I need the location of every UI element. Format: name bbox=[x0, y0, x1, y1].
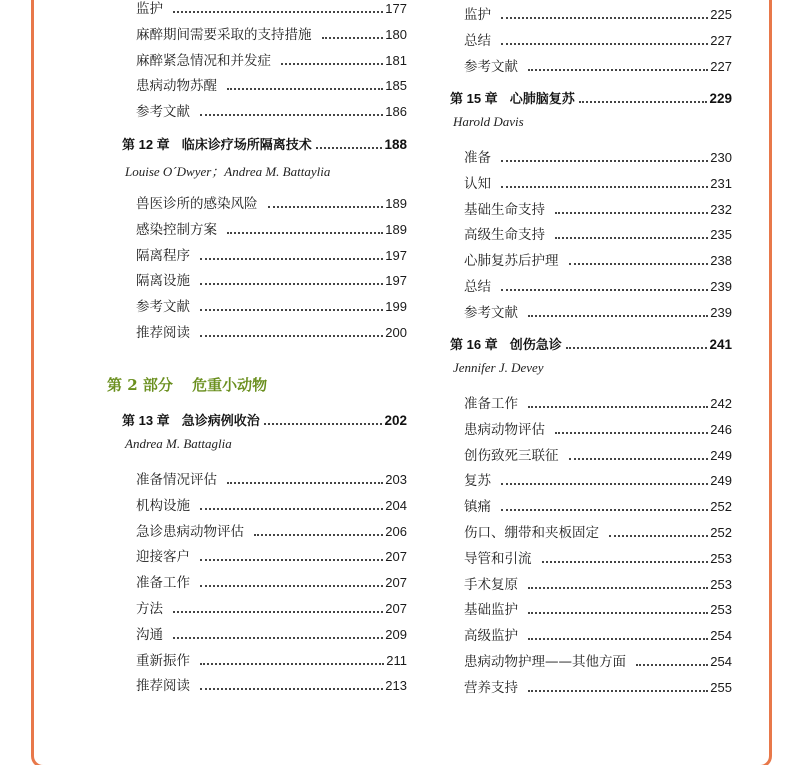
toc-entry-label: 营养支持 bbox=[464, 679, 518, 696]
toc-entry-label: 高级监护 bbox=[464, 628, 518, 645]
toc-entry[interactable] bbox=[136, 192, 407, 212]
toc-entry-page: 239 bbox=[710, 304, 732, 320]
toc-entry-label: 准备 bbox=[464, 150, 491, 166]
toc-entry[interactable] bbox=[464, 223, 732, 243]
chapter-13-heading[interactable] bbox=[122, 410, 407, 429]
chapter-12-heading[interactable] bbox=[122, 134, 407, 153]
toc-entry-label: 准备工作 bbox=[136, 575, 190, 592]
dot-leader bbox=[636, 664, 708, 666]
dot-leader bbox=[268, 206, 384, 208]
toc-entry-label: 总结 bbox=[464, 32, 491, 49]
toc-entry-page: 199 bbox=[385, 299, 407, 315]
chapter-page: 202 bbox=[384, 413, 407, 428]
toc-entry-label: 隔离程序 bbox=[136, 247, 190, 264]
dot-leader bbox=[542, 561, 709, 563]
toc-entry[interactable] bbox=[464, 547, 732, 567]
toc-entry-label: 机构设施 bbox=[136, 497, 190, 514]
toc-entry-page: 197 bbox=[385, 273, 407, 289]
toc-entry-page: 197 bbox=[385, 247, 407, 263]
toc-entry-label: 复苏 bbox=[464, 473, 491, 490]
chapter-author: Andrea M. Battaglia bbox=[125, 436, 232, 451]
toc-entry[interactable] bbox=[136, 545, 407, 565]
dot-leader bbox=[501, 17, 708, 19]
toc-entry[interactable] bbox=[136, 74, 407, 94]
toc-entry[interactable] bbox=[136, 0, 407, 17]
toc-entry-label: 参考文献 bbox=[136, 299, 190, 316]
dot-leader bbox=[555, 432, 708, 434]
toc-entry[interactable] bbox=[464, 392, 732, 412]
dot-leader bbox=[528, 612, 708, 614]
toc-entry[interactable] bbox=[464, 275, 732, 295]
toc-entry[interactable] bbox=[136, 295, 407, 315]
toc-entry-page: 254 bbox=[710, 628, 732, 644]
toc-entry-label: 创伤致死三联征 bbox=[464, 447, 559, 464]
dot-leader bbox=[528, 406, 708, 408]
toc-entry-page: 235 bbox=[710, 227, 732, 243]
dot-leader bbox=[569, 263, 709, 265]
chapter-author: Harold Davis bbox=[453, 114, 524, 129]
part-2-heading[interactable] bbox=[107, 374, 267, 395]
toc-entry-page: 180 bbox=[385, 26, 407, 42]
dot-leader bbox=[200, 258, 383, 260]
toc-entry[interactable] bbox=[136, 23, 407, 43]
dot-leader bbox=[173, 637, 383, 639]
toc-entry-label: 参考文献 bbox=[136, 104, 190, 121]
toc-entry[interactable] bbox=[136, 520, 407, 540]
toc-entry-label: 总结 bbox=[464, 279, 491, 295]
dot-leader bbox=[579, 101, 708, 103]
dot-leader bbox=[501, 160, 708, 162]
toc-entry[interactable] bbox=[464, 172, 732, 192]
toc-entry[interactable] bbox=[464, 676, 732, 696]
chapter-number: 第 12 章 bbox=[122, 137, 170, 152]
toc-entry[interactable] bbox=[136, 218, 407, 238]
dot-leader bbox=[501, 43, 708, 45]
toc-entry-label: 参考文献 bbox=[464, 58, 518, 75]
dot-leader bbox=[501, 289, 708, 291]
toc-entry-label: 急诊患病动物评估 bbox=[136, 523, 244, 540]
chapter-page: 241 bbox=[709, 337, 732, 352]
dot-leader bbox=[322, 37, 384, 39]
part-number: 第 2 部分 bbox=[107, 376, 173, 394]
part-title: 危重小动物 bbox=[192, 376, 268, 394]
toc-entry-page: 206 bbox=[385, 523, 407, 539]
toc-entry-label: 基础生命支持 bbox=[464, 201, 545, 218]
toc-entry[interactable] bbox=[136, 649, 407, 669]
toc-entry-label: 推荐阅读 bbox=[136, 678, 190, 695]
dot-leader bbox=[200, 559, 383, 561]
dot-leader bbox=[316, 147, 383, 149]
toc-entry-page: 211 bbox=[386, 652, 407, 668]
toc-entry[interactable] bbox=[464, 418, 732, 438]
chapter-author: Jennifer J. Devey bbox=[453, 360, 544, 375]
toc-entry-page: 227 bbox=[710, 58, 732, 74]
dot-leader bbox=[528, 587, 708, 589]
toc-entry[interactable] bbox=[136, 494, 407, 514]
toc-entry[interactable] bbox=[136, 597, 407, 617]
toc-entry-label: 感染控制方案 bbox=[136, 221, 217, 238]
toc-entry-page: 181 bbox=[385, 52, 407, 68]
toc-entry-page: 189 bbox=[385, 221, 407, 237]
toc-entry-label: 兽医诊所的感染风险 bbox=[136, 196, 258, 212]
toc-entry[interactable] bbox=[136, 321, 407, 341]
dot-leader bbox=[501, 509, 708, 511]
toc-entry[interactable] bbox=[464, 146, 732, 166]
dot-leader bbox=[200, 114, 383, 116]
toc-entry-label: 导管和引流 bbox=[464, 550, 532, 567]
dot-leader bbox=[566, 347, 708, 349]
dot-leader bbox=[200, 335, 383, 337]
toc-entry-page: 207 bbox=[385, 601, 407, 616]
toc-entry-page: 177 bbox=[385, 1, 407, 16]
toc-entry[interactable] bbox=[464, 198, 732, 218]
dot-leader bbox=[200, 283, 383, 285]
toc-entry-page: 238 bbox=[710, 253, 732, 269]
toc-entry-label: 心肺复苏后护理 bbox=[464, 253, 559, 270]
dot-leader bbox=[501, 483, 708, 485]
toc-entry-label: 患病动物评估 bbox=[464, 421, 545, 438]
toc-entry-page: 242 bbox=[710, 396, 732, 411]
toc-entry-label: 重新振作 bbox=[136, 652, 190, 669]
dot-leader bbox=[200, 309, 383, 311]
dot-leader bbox=[227, 88, 383, 90]
toc-entry[interactable] bbox=[464, 573, 732, 593]
dot-leader bbox=[200, 585, 383, 587]
chapter-title: 临床诊疗场所隔离技术 bbox=[181, 137, 312, 152]
dot-leader bbox=[254, 534, 383, 536]
toc-entry-label: 麻醉期间需要采取的支持措施 bbox=[136, 26, 312, 43]
toc-entry-label: 患病动物护理——其他方面 bbox=[464, 654, 626, 670]
toc-entry-label: 沟通 bbox=[136, 626, 163, 643]
dot-leader bbox=[200, 508, 383, 510]
toc-entry-label: 隔离设施 bbox=[136, 273, 190, 290]
toc-entry-page: 185 bbox=[385, 78, 407, 94]
toc-entry[interactable] bbox=[464, 521, 732, 541]
toc-entry[interactable] bbox=[464, 444, 732, 464]
toc-entry-label: 迎接客户 bbox=[136, 549, 190, 566]
toc-entry-page: 207 bbox=[385, 575, 407, 591]
dot-leader bbox=[173, 11, 383, 13]
toc-entry-label: 准备工作 bbox=[464, 396, 518, 412]
toc-entry-page: 207 bbox=[385, 549, 407, 565]
chapter-number: 第 13 章 bbox=[122, 413, 170, 428]
toc-entry[interactable] bbox=[136, 49, 407, 69]
toc-entry-page: 249 bbox=[710, 447, 732, 463]
toc-entry[interactable] bbox=[136, 244, 407, 264]
toc-entry[interactable] bbox=[464, 55, 732, 75]
chapter-15-heading[interactable] bbox=[450, 88, 732, 107]
chapter-number: 第 16 章 bbox=[450, 337, 498, 352]
toc-entry[interactable] bbox=[464, 29, 732, 49]
dot-leader bbox=[555, 237, 708, 239]
toc-entry-label: 伤口、绷带和夹板固定 bbox=[464, 525, 599, 541]
toc-entry[interactable] bbox=[136, 571, 407, 591]
toc-entry[interactable] bbox=[464, 495, 732, 515]
toc-entry-page: 246 bbox=[710, 421, 732, 437]
toc-entry[interactable] bbox=[464, 598, 732, 618]
toc-entry-page: 252 bbox=[710, 499, 732, 515]
toc-entry[interactable] bbox=[136, 623, 407, 643]
dot-leader bbox=[501, 186, 708, 188]
chapter-number: 第 15 章 bbox=[450, 91, 498, 106]
toc-entry-page: 200 bbox=[385, 325, 407, 340]
toc-entry-label: 患病动物苏醒 bbox=[136, 78, 217, 95]
toc-entry[interactable] bbox=[136, 269, 407, 289]
toc-entry-page: 239 bbox=[710, 279, 732, 294]
dot-leader bbox=[569, 458, 709, 460]
chapter-page: 188 bbox=[384, 137, 407, 152]
dot-leader bbox=[555, 212, 708, 214]
toc-entry[interactable] bbox=[464, 469, 732, 489]
toc-entry-page: 254 bbox=[710, 654, 732, 669]
toc-entry-page: 189 bbox=[385, 196, 407, 211]
dot-leader bbox=[227, 232, 383, 234]
toc-entry-page: 186 bbox=[385, 104, 407, 120]
toc-entry-label: 监护 bbox=[464, 7, 491, 23]
toc-entry-page: 231 bbox=[710, 175, 732, 191]
dot-leader bbox=[200, 688, 383, 690]
toc-entry[interactable] bbox=[136, 100, 407, 120]
dot-leader bbox=[264, 423, 383, 425]
dot-leader bbox=[528, 315, 708, 317]
toc-entry-page: 204 bbox=[385, 497, 407, 513]
dot-leader bbox=[528, 638, 708, 640]
toc-entry-page: 232 bbox=[710, 201, 732, 217]
toc-entry-label: 认知 bbox=[464, 175, 491, 192]
chapter-title: 心肺脑复苏 bbox=[509, 91, 575, 106]
toc-entry-label: 镇痛 bbox=[464, 499, 491, 516]
toc-entry-page: 253 bbox=[710, 550, 732, 566]
toc-entry-label: 准备情况评估 bbox=[136, 472, 217, 488]
dot-leader bbox=[609, 535, 708, 537]
dot-leader bbox=[281, 63, 383, 65]
toc-entry[interactable] bbox=[464, 249, 732, 269]
toc-entry[interactable] bbox=[136, 468, 407, 488]
toc-entry-label: 麻醉紧急情况和并发症 bbox=[136, 52, 271, 69]
toc-entry-label: 参考文献 bbox=[464, 304, 518, 321]
dot-leader bbox=[227, 482, 383, 484]
toc-entry-page: 253 bbox=[710, 576, 732, 592]
toc-entry[interactable] bbox=[464, 301, 732, 321]
toc-entry-label: 基础监护 bbox=[464, 602, 518, 619]
toc-entry[interactable] bbox=[136, 674, 407, 694]
toc-entry[interactable] bbox=[464, 650, 732, 670]
toc-entry-page: 213 bbox=[385, 678, 407, 694]
toc-entry-page: 253 bbox=[710, 602, 732, 618]
chapter-title: 创伤急诊 bbox=[509, 337, 562, 352]
toc-entry-page: 209 bbox=[385, 626, 407, 642]
chapter-16-heading[interactable] bbox=[450, 334, 732, 353]
toc-entry-page: 203 bbox=[385, 472, 407, 487]
dot-leader bbox=[528, 690, 708, 692]
toc-entry-page: 225 bbox=[710, 7, 732, 22]
toc-entry-label: 推荐阅读 bbox=[136, 325, 190, 341]
chapter-title: 急诊病例收治 bbox=[181, 413, 260, 428]
toc-entry-page: 227 bbox=[710, 32, 732, 48]
toc-entry-label: 高级生命支持 bbox=[464, 227, 545, 244]
toc-entry-page: 255 bbox=[710, 679, 732, 695]
toc-entry[interactable] bbox=[464, 3, 732, 23]
toc-entry-label: 方法 bbox=[136, 601, 163, 617]
dot-leader bbox=[173, 611, 383, 613]
toc-entry-page: 230 bbox=[710, 150, 732, 165]
toc-entry-page: 249 bbox=[710, 473, 732, 489]
chapter-page: 229 bbox=[709, 91, 732, 106]
toc-entry-label: 手术复原 bbox=[464, 576, 518, 593]
toc-entry[interactable] bbox=[464, 624, 732, 644]
chapter-author: Louise O´Dwyer；Andrea M. Battaylia bbox=[125, 164, 331, 179]
toc-entry-page: 252 bbox=[710, 525, 732, 540]
toc-entry-label: 监护 bbox=[136, 1, 163, 17]
dot-leader bbox=[200, 663, 384, 665]
dot-leader bbox=[528, 69, 708, 71]
